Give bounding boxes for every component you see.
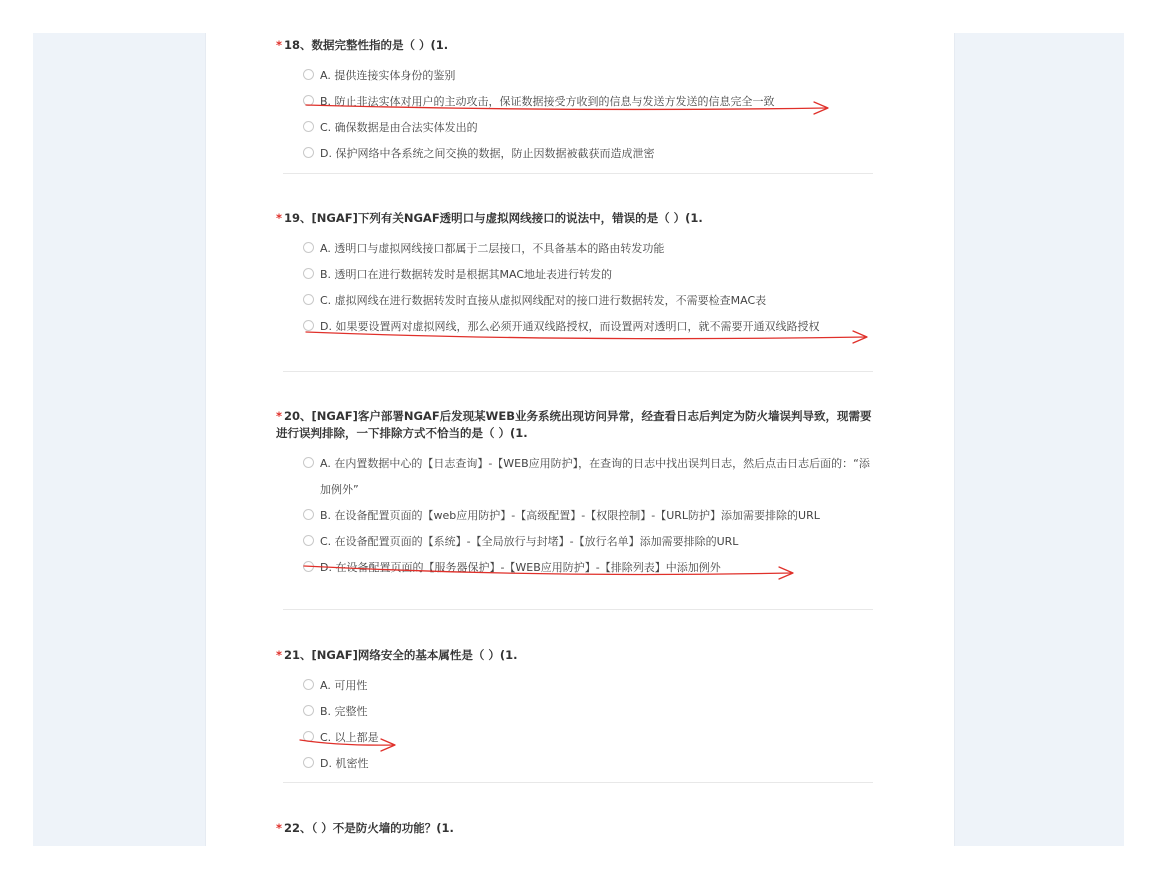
radio-button[interactable] <box>303 731 314 742</box>
question-title <box>276 647 876 664</box>
radio-button[interactable] <box>303 561 314 572</box>
option-list <box>303 673 876 777</box>
option-label: D. 机密性 <box>320 757 369 770</box>
radio-button[interactable] <box>303 757 314 768</box>
option-label: A. 透明口与虚拟网线接口都属于二层接口，不具备基本的路由转发功能 <box>320 242 665 255</box>
radio-button[interactable] <box>303 457 314 468</box>
radio-button[interactable] <box>303 268 314 279</box>
option-label: D. 在设备配置页面的【服务器保护】-【WEB应用防护】-【排除列表】中添加例外 <box>320 561 721 574</box>
question-19 <box>276 210 876 340</box>
option-label: C. 以上都是 <box>320 731 379 744</box>
option-d[interactable] <box>303 751 876 777</box>
radio-button[interactable] <box>303 147 314 158</box>
required-mark: * <box>276 821 283 835</box>
radio-button[interactable] <box>303 705 314 716</box>
option-label: A. 可用性 <box>320 679 368 692</box>
radio-button[interactable] <box>303 294 314 305</box>
option-list <box>303 236 876 340</box>
option-b[interactable] <box>303 699 876 725</box>
required-mark: * <box>276 648 283 662</box>
option-label: B. 防止非法实体对用户的主动攻击，保证数据接受方收到的信息与发送方发送的信息完全一致 <box>320 95 775 108</box>
radio-button[interactable] <box>303 121 314 132</box>
question-title <box>276 37 876 54</box>
option-list <box>303 63 876 167</box>
question-22 <box>276 820 876 837</box>
divider <box>283 782 873 783</box>
radio-button[interactable] <box>303 535 314 546</box>
option-c[interactable] <box>303 115 876 141</box>
option-a[interactable] <box>303 451 880 503</box>
question-text: 19、[NGAF]下列有关NGAF透明口与虚拟网线接口的说法中，错误的是（ ）(1. <box>284 211 703 225</box>
divider <box>283 173 873 174</box>
radio-button[interactable] <box>303 95 314 106</box>
question-title <box>276 210 876 227</box>
option-a[interactable] <box>303 236 876 262</box>
divider <box>283 609 873 610</box>
option-list <box>303 451 876 581</box>
option-label: B. 完整性 <box>320 705 368 718</box>
question-text: 22、（ ）不是防火墙的功能？(1. <box>284 821 454 835</box>
required-mark: * <box>276 38 283 52</box>
required-mark: * <box>276 211 283 225</box>
option-d[interactable] <box>303 141 876 167</box>
option-label: C. 在设备配置页面的【系统】-【全局放行与封堵】-【放行名单】添加需要排除的URL <box>320 535 739 548</box>
option-label: D. 如果要设置两对虚拟网线，那么必须开通双线路授权，而设置两对透明口，就不需要开通双线路授权 <box>320 320 820 333</box>
radio-button[interactable] <box>303 679 314 690</box>
option-b[interactable] <box>303 262 876 288</box>
question-title <box>276 408 876 442</box>
option-a[interactable] <box>303 673 876 699</box>
question-18 <box>276 37 876 167</box>
option-a[interactable] <box>303 63 876 89</box>
option-c[interactable] <box>303 529 876 555</box>
option-label: B. 在设备配置页面的【web应用防护】-【高级配置】-【权限控制】-【URL防护】添加需要排除的URL <box>320 509 820 522</box>
option-b[interactable] <box>303 503 880 529</box>
radio-button[interactable] <box>303 509 314 520</box>
option-c[interactable] <box>303 288 876 314</box>
radio-button[interactable] <box>303 69 314 80</box>
divider <box>283 371 873 372</box>
option-b[interactable] <box>303 89 876 115</box>
option-label: B. 透明口在进行数据转发时是根据其MAC地址表进行转发的 <box>320 268 613 281</box>
option-label: D. 保护网络中各系统之间交换的数据，防止因数据被截获而造成泄密 <box>320 147 655 160</box>
option-c[interactable] <box>303 725 876 751</box>
radio-button[interactable] <box>303 242 314 253</box>
option-label: C. 确保数据是由合法实体发出的 <box>320 121 478 134</box>
question-title <box>276 820 876 837</box>
question-text: 21、[NGAF]网络安全的基本属性是（ ）(1. <box>284 648 518 662</box>
question-20 <box>276 408 876 581</box>
radio-button[interactable] <box>303 320 314 331</box>
question-text: 18、数据完整性指的是（ ）(1. <box>284 38 449 52</box>
option-label: A. 提供连接实体身份的鉴别 <box>320 69 456 82</box>
question-text: 20、[NGAF]客户部署NGAF后发现某WEB业务系统出现访问异常，经查看日志后判定为防火墙误判导致，现需要进行误判排除，一下排除方式不恰当的是（ ）(1. <box>276 409 872 440</box>
required-mark: * <box>276 409 283 423</box>
option-d[interactable] <box>303 555 876 581</box>
question-21 <box>276 647 876 777</box>
option-label: A. 在内置数据中心的【日志查询】-【WEB应用防护】，在查询的日志中找出误判日志，然后点击日志后面的：“添加例外” <box>320 457 870 496</box>
option-d[interactable] <box>303 314 880 340</box>
option-label: C. 虚拟网线在进行数据转发时直接从虚拟网线配对的接口进行数据转发，不需要检查MAC表 <box>320 294 767 307</box>
